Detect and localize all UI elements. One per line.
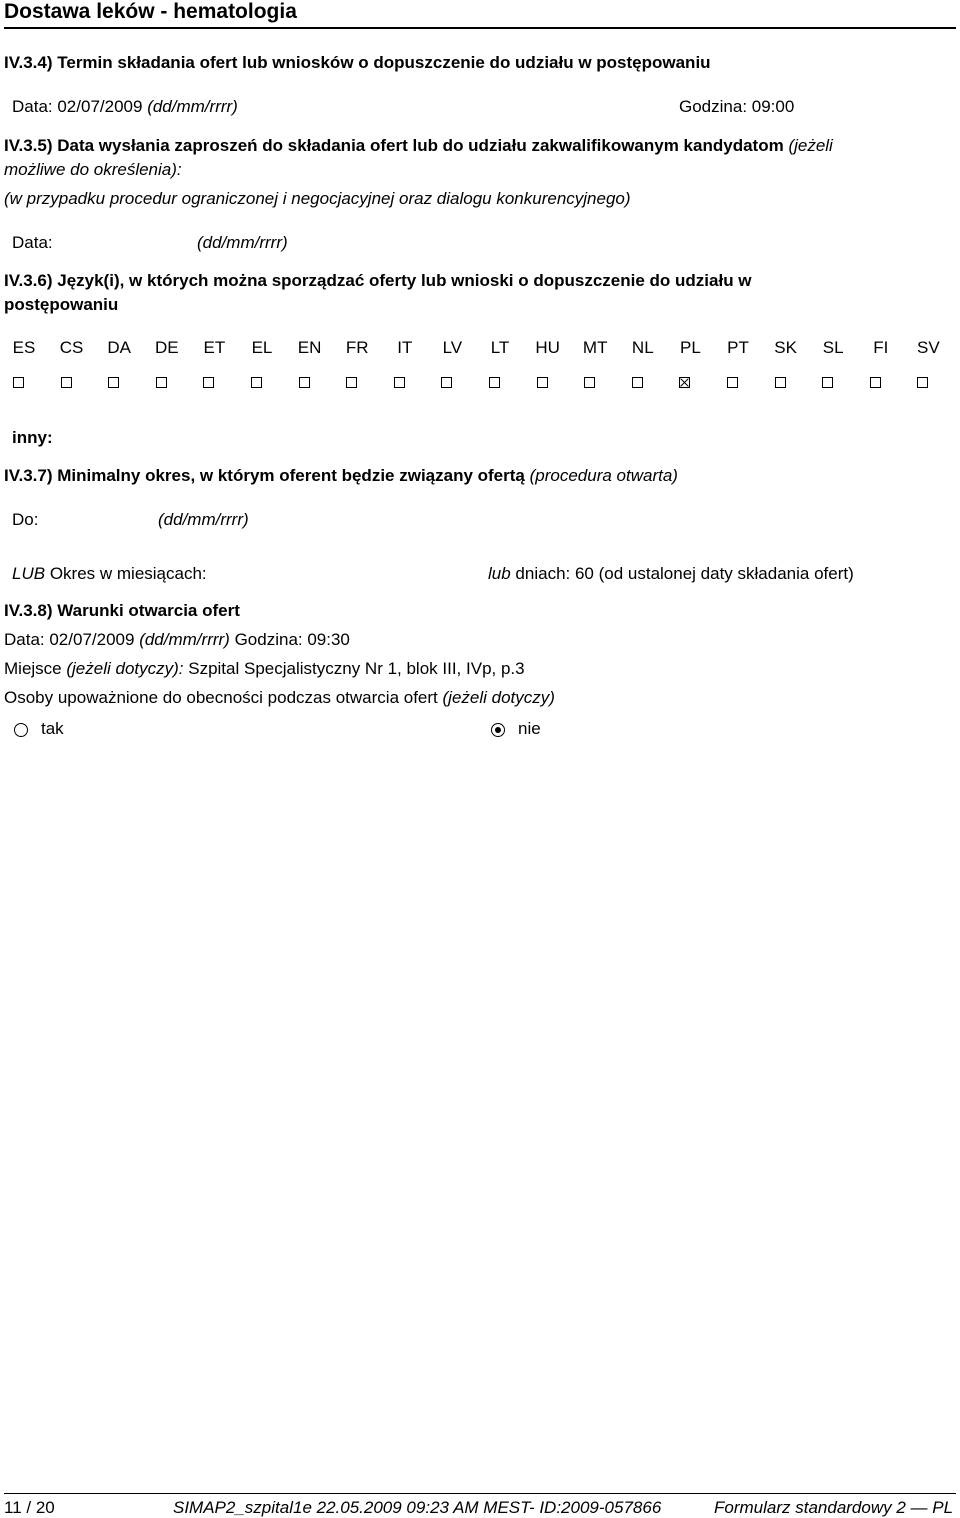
form-label-text: Formularz standardowy 2 bbox=[714, 1498, 906, 1517]
radio-no-label: nie bbox=[518, 719, 541, 738]
language-label-da: DA bbox=[107, 338, 131, 357]
language-label-en: EN bbox=[297, 338, 322, 357]
form-label-lang: PL bbox=[932, 1498, 954, 1517]
section-iv37-or: LUB bbox=[12, 564, 46, 583]
section-iv37-days bbox=[488, 564, 854, 584]
language-checkbox-mt[interactable] bbox=[584, 377, 595, 388]
language-label-sv: SV bbox=[917, 338, 940, 357]
section-iv37-until-format: (dd/mm/rrrr) bbox=[158, 510, 249, 529]
language-checkbox-en[interactable] bbox=[299, 377, 310, 388]
language-checkbox-fi[interactable] bbox=[870, 377, 881, 388]
section-iv38-place bbox=[4, 659, 525, 679]
language-label-fr: FR bbox=[345, 338, 369, 357]
section-iv34-date bbox=[12, 97, 238, 117]
section-iv38-date-label: Data: 02/07/2009 bbox=[4, 630, 135, 649]
section-iv36-heading-line2: postępowaniu bbox=[4, 295, 119, 314]
section-iv37-heading-qualifier: (procedura otwarta) bbox=[529, 466, 678, 485]
section-iv37-heading-text: IV.3.7) Minimalny okres, w którym oferent będzie związany ofertą bbox=[4, 466, 525, 485]
language-checkbox-et[interactable] bbox=[203, 377, 214, 388]
header-divider bbox=[4, 27, 956, 29]
document-title: Dostawa leków - hematologia bbox=[4, 0, 297, 23]
language-label-cs: CS bbox=[59, 338, 84, 357]
section-iv37-days-label: dniach: 60 (od ustalonej daty składania ofert) bbox=[515, 564, 854, 583]
language-checkbox-pt[interactable] bbox=[727, 377, 738, 388]
language-label-nl: NL bbox=[631, 338, 654, 357]
language-checkbox-de[interactable] bbox=[156, 377, 167, 388]
document-id: SIMAP2_szpital1e 22.05.2009 09:23 AM MEST- ID:2009-057866 bbox=[173, 1498, 662, 1517]
language-label-pt: PT bbox=[727, 338, 749, 357]
language-checkbox-pl[interactable] bbox=[679, 377, 690, 388]
language-checkbox-nl[interactable] bbox=[632, 377, 643, 388]
section-iv38-time: Godzina: 09:30 bbox=[234, 630, 350, 649]
language-checkbox-lt[interactable] bbox=[489, 377, 500, 388]
language-label-it: IT bbox=[397, 338, 413, 357]
language-checkbox-el[interactable] bbox=[251, 377, 262, 388]
radio-yes[interactable] bbox=[14, 723, 28, 737]
page-number: 11 / 20 bbox=[4, 1498, 55, 1517]
language-checkbox-cs[interactable] bbox=[61, 377, 72, 388]
language-checkbox-hu[interactable] bbox=[537, 377, 548, 388]
language-checkbox-sl[interactable] bbox=[822, 377, 833, 388]
section-iv38-persons bbox=[4, 688, 555, 708]
radio-yes-label: tak bbox=[41, 719, 64, 738]
language-label-sl: SL bbox=[822, 338, 844, 357]
language-label-el: EL bbox=[251, 338, 273, 357]
language-checkbox-sk[interactable] bbox=[775, 377, 786, 388]
section-iv38-place-label: Miejsce bbox=[4, 659, 62, 678]
section-iv34-time: Godzina: 09:00 bbox=[679, 97, 795, 116]
language-checkbox-fr[interactable] bbox=[346, 377, 357, 388]
section-iv34-date-format: (dd/mm/rrrr) bbox=[147, 97, 238, 116]
language-label-sk: SK bbox=[774, 338, 797, 357]
form-label-separator: — bbox=[910, 1498, 928, 1517]
section-iv34-heading: IV.3.4) Termin składania ofert lub wniosków o dopuszczenie do udziału w postępowaniu bbox=[4, 53, 711, 72]
language-checkbox-it[interactable] bbox=[394, 377, 405, 388]
language-label-pl: PL bbox=[679, 338, 701, 357]
radio-no[interactable] bbox=[491, 723, 505, 737]
section-iv38-place-qualifier: (jeżeli dotyczy): bbox=[66, 659, 184, 678]
language-label-es: ES bbox=[12, 338, 36, 357]
section-iv38-date-format: (dd/mm/rrrr) bbox=[139, 630, 230, 649]
section-iv37-heading bbox=[4, 466, 678, 486]
section-iv35-heading bbox=[4, 136, 833, 156]
language-checkbox-da[interactable] bbox=[108, 377, 119, 388]
language-checkbox-sv[interactable] bbox=[917, 377, 928, 388]
section-iv38-heading: IV.3.8) Warunki otwarcia ofert bbox=[4, 601, 240, 620]
section-iv38-place-value: Szpital Specjalistyczny Nr 1, blok III, IVp, p.3 bbox=[188, 659, 525, 678]
section-iv35-heading-text: IV.3.5) Data wysłania zaproszeń do składania ofert lub do udziału zakwalifikowanym kandydatom bbox=[4, 136, 784, 155]
section-iv37-months bbox=[12, 564, 207, 584]
language-label-fi: FI bbox=[873, 338, 889, 357]
section-iv35-heading-qualifier: (jeżeli bbox=[788, 136, 833, 155]
section-iv35-date-label: Data: bbox=[12, 233, 53, 252]
section-iv35-date-format: (dd/mm/rrrr) bbox=[197, 233, 288, 252]
section-iv37-until-label: Do: bbox=[12, 510, 39, 529]
section-iv38-persons-qualifier: (jeżeli dotyczy) bbox=[442, 688, 555, 707]
language-label-hu: HU bbox=[535, 338, 560, 357]
language-label-et: ET bbox=[203, 338, 226, 357]
language-label-lt: LT bbox=[490, 338, 510, 357]
section-iv37-months-label: Okres w miesiącach: bbox=[49, 564, 207, 583]
form-label bbox=[714, 1498, 953, 1518]
section-iv38-datetime bbox=[4, 630, 350, 650]
language-label-lv: LV bbox=[442, 338, 463, 357]
section-iv35-heading-qualifier-cont: możliwe do określenia): bbox=[4, 160, 182, 179]
other-language-label: inny: bbox=[12, 428, 53, 447]
section-iv37-or-days: lub bbox=[488, 564, 511, 583]
section-iv38-persons-label: Osoby upoważnione do obecności podczas otwarcia ofert bbox=[4, 688, 438, 707]
section-iv36-heading-line1: IV.3.6) Język(i), w których można sporządzać oferty lub wnioski o dopuszczenie do udziału w bbox=[4, 271, 752, 290]
language-checkbox-es[interactable] bbox=[13, 377, 24, 388]
section-iv34-date-label: Data: 02/07/2009 bbox=[12, 97, 143, 116]
footer-divider bbox=[4, 1493, 956, 1494]
section-iv35-note: (w przypadku procedur ograniczonej i negocjacyjnej oraz dialogu konkurencyjnego) bbox=[4, 189, 631, 208]
language-label-mt: MT bbox=[582, 338, 608, 357]
language-checkbox-lv[interactable] bbox=[441, 377, 452, 388]
language-label-de: DE bbox=[154, 338, 179, 357]
